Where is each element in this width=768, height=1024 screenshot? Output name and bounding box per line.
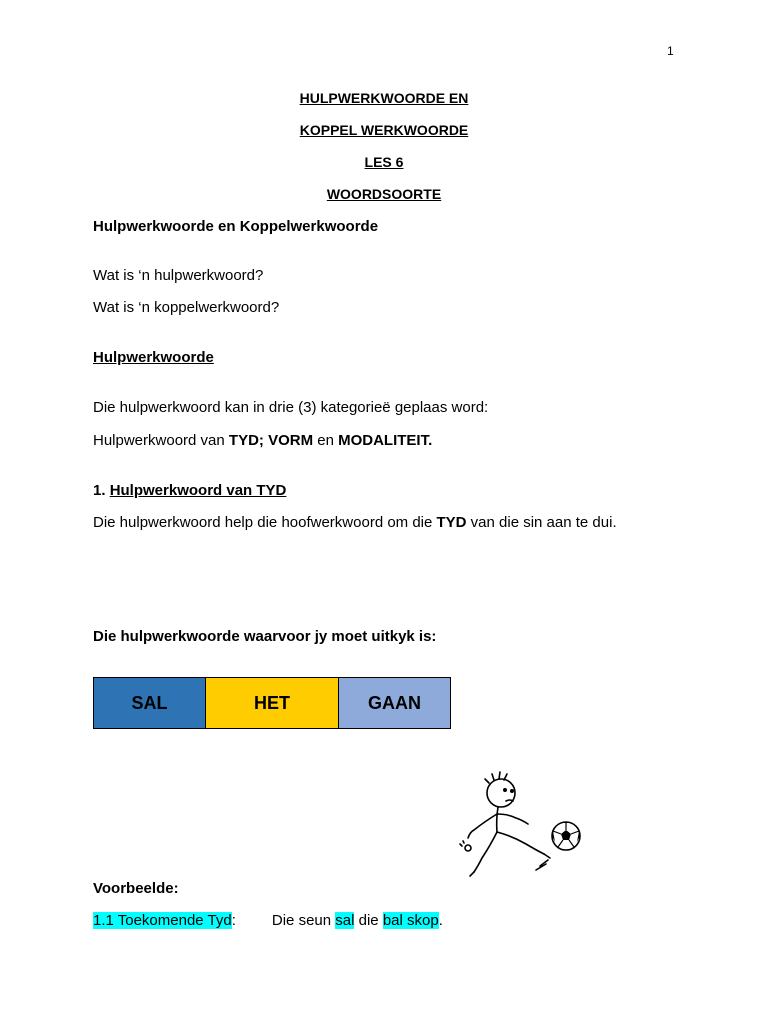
categories-line — [93, 432, 432, 449]
example-sentence-part-1: Die seun — [271, 912, 336, 929]
intro-heading: Hulpwerkwoorde en Koppelwerkwoorde — [93, 218, 379, 235]
title-line-1: HULPWERKWOORDE EN — [299, 90, 469, 106]
examples-heading: Voorbeelde: — [93, 880, 179, 897]
categories-text: Die hulpwerkwoord kan in drie (3) kategorieë geplaas word: — [93, 399, 489, 416]
example-highlight-sal: sal — [335, 912, 355, 929]
tyd-description — [93, 514, 617, 531]
example-sentence-part-3: . — [438, 912, 443, 929]
auxiliary-verb-table — [93, 677, 451, 729]
tyd-desc-after: van die sin aan te dui. — [466, 514, 617, 531]
section-heading: Hulpwerkwoorde — [93, 349, 214, 366]
categories-en: en — [313, 432, 339, 449]
categories-prefix: Hulpwerkwoord van — [93, 432, 229, 449]
categories-modaliteit: MODALITEIT. — [338, 432, 433, 449]
example-1 — [93, 912, 443, 929]
cell-sal: SAL — [94, 678, 206, 729]
cell-het: HET — [206, 678, 339, 729]
subsection-heading — [93, 482, 286, 499]
example-highlight-bal-skop: bal skop — [382, 912, 439, 929]
example-label: 1.1 Toekomende Tyd — [93, 912, 232, 929]
page-number: 1 — [667, 44, 674, 58]
categories-tyd-vorm: TYD; VORM — [228, 432, 314, 449]
example-colon: : — [231, 912, 236, 929]
boy-kicking-ball-illustration — [456, 770, 586, 882]
cell-gaan: GAAN — [339, 678, 451, 729]
question-1: Wat is ‘n hulpwerkwoord? — [93, 267, 264, 284]
question-2: Wat is ‘n koppelwerkwoord? — [93, 299, 280, 316]
lookout-heading: Die hulpwerkwoorde waarvoor jy moet uitkyk is: — [93, 628, 437, 645]
topic-heading: WOORDSOORTE — [326, 186, 442, 202]
title-line-2: KOPPEL WERKWOORDE — [299, 122, 469, 138]
tyd-desc-bold: TYD — [436, 514, 467, 531]
soccer-ball-icon — [552, 822, 580, 850]
tyd-desc-before: Die hulpwerkwoord help die hoofwerkwoord om die — [93, 514, 437, 531]
lesson-number: LES 6 — [364, 154, 404, 170]
subsection-title: Hulpwerkwoord van TYD — [109, 482, 287, 499]
example-sentence-part-2: die — [354, 912, 383, 929]
subsection-number: 1. — [93, 482, 110, 499]
